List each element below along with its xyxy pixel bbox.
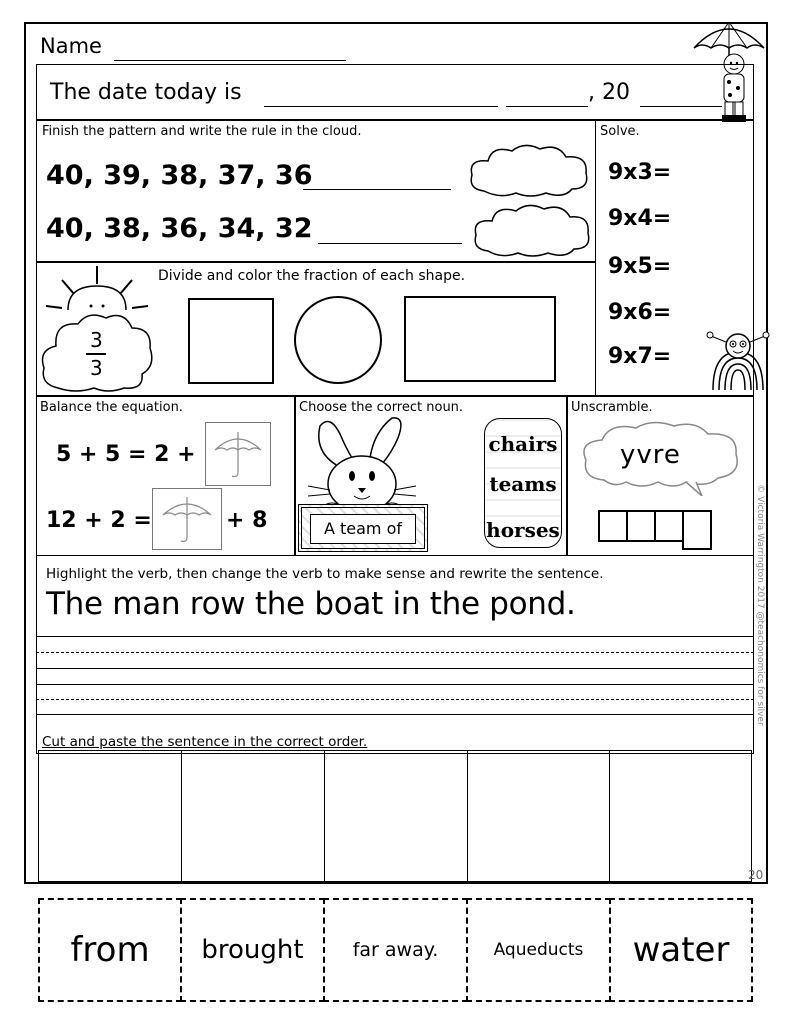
fraction-instruction: Divide and color the fraction of each shape. — [158, 268, 466, 284]
word-card-aqueducts[interactable] — [466, 898, 611, 1002]
word-card-water[interactable] — [609, 898, 753, 1002]
umbrella-icon — [212, 428, 264, 480]
pattern-instruction: Finish the pattern and write the rule in the cloud. — [42, 124, 362, 139]
writing-line-top — [36, 684, 754, 685]
cut-paste-instruction: Cut and paste the sentence in the correct order. — [42, 734, 368, 750]
balance-equation-2-left: 12 + 2 = — [46, 508, 152, 533]
page-number: 20 — [748, 868, 764, 882]
noun-option-label: chairs — [488, 432, 558, 456]
date-month-field[interactable] — [264, 84, 498, 107]
balance-title: Balance the equation. — [40, 400, 183, 415]
cloud-icon — [466, 141, 592, 199]
solve-title: Solve. — [600, 124, 640, 139]
paste-slot[interactable] — [467, 750, 610, 882]
cloud-icon — [470, 199, 592, 259]
paste-slot[interactable] — [38, 750, 182, 882]
date-year-field[interactable] — [640, 84, 722, 107]
solve-problem: 9x6= — [608, 300, 672, 325]
scrambled-word: yvre — [620, 440, 681, 470]
noun-option-label: horses — [486, 518, 560, 542]
circle-shape[interactable] — [294, 296, 382, 384]
rectangle-shape[interactable] — [404, 296, 556, 382]
letter-box[interactable] — [654, 510, 684, 542]
word-card-label: Aqueducts — [493, 940, 584, 960]
noun-option-label: teams — [489, 472, 557, 496]
word-card-label: far away. — [352, 939, 439, 961]
solve-problem: 9x7= — [608, 344, 672, 369]
paste-slot[interactable] — [181, 750, 325, 882]
word-card-label: water — [632, 930, 730, 970]
writing-line-mid — [36, 652, 754, 653]
paste-slot[interactable] — [609, 750, 752, 882]
word-card-far-away[interactable] — [323, 898, 468, 1002]
letter-boxes[interactable] — [598, 510, 712, 550]
word-card-label: brought — [201, 935, 304, 965]
verb-sentence: The man row the boat in the pond. — [46, 586, 576, 622]
balance-equation-1: 5 + 5 = 2 + — [56, 442, 196, 467]
umbrella-icon — [160, 493, 214, 545]
verb-instruction: Highlight the verb, then change the verb to make sense and rewrite the sentence. — [46, 566, 604, 582]
fraction-bar — [86, 353, 106, 355]
letter-box[interactable] — [598, 510, 628, 542]
year-prefix: , 20 — [588, 80, 630, 105]
date-day-field[interactable] — [506, 84, 588, 107]
writing-line-mid — [36, 699, 754, 700]
unscramble-title: Unscramble. — [571, 400, 653, 415]
word-card-label: from — [70, 930, 150, 970]
pattern-row-1: 40, 39, 38, 37, 36 — [46, 160, 313, 191]
writing-line-base[interactable] — [36, 668, 754, 669]
rainbow-monster-icon — [705, 330, 771, 394]
word-card-brought[interactable] — [180, 898, 325, 1002]
copyright-text: © Victoria Warrington 2017 @teachonomics for silver — [755, 484, 765, 726]
fraction-numerator: 3 — [90, 328, 103, 352]
square-shape[interactable] — [188, 298, 274, 384]
pattern-answer-2[interactable] — [318, 229, 462, 244]
paste-slot[interactable] — [324, 750, 468, 882]
balance-equation-2-right: + 8 — [226, 508, 268, 533]
letter-box[interactable] — [626, 510, 656, 542]
name-field[interactable] — [114, 38, 346, 61]
noun-sign-text: A team of — [310, 514, 416, 544]
noun-title: Choose the correct noun. — [299, 400, 464, 415]
solve-problem: 9x4= — [608, 206, 672, 231]
pattern-answer-1[interactable] — [303, 175, 451, 190]
fraction-denominator: 3 — [90, 356, 103, 380]
writing-line-top — [36, 636, 754, 637]
solve-problem: 9x5= — [608, 254, 672, 279]
word-card-from[interactable] — [38, 898, 182, 1002]
letter-box[interactable] — [682, 510, 712, 550]
writing-line-base[interactable] — [36, 714, 754, 715]
solve-problem: 9x3= — [608, 160, 672, 185]
pattern-row-2: 40, 38, 36, 34, 32 — [46, 213, 313, 244]
bunny-icon — [300, 412, 430, 518]
date-label: The date today is — [50, 80, 242, 105]
name-label: Name — [40, 34, 102, 58]
